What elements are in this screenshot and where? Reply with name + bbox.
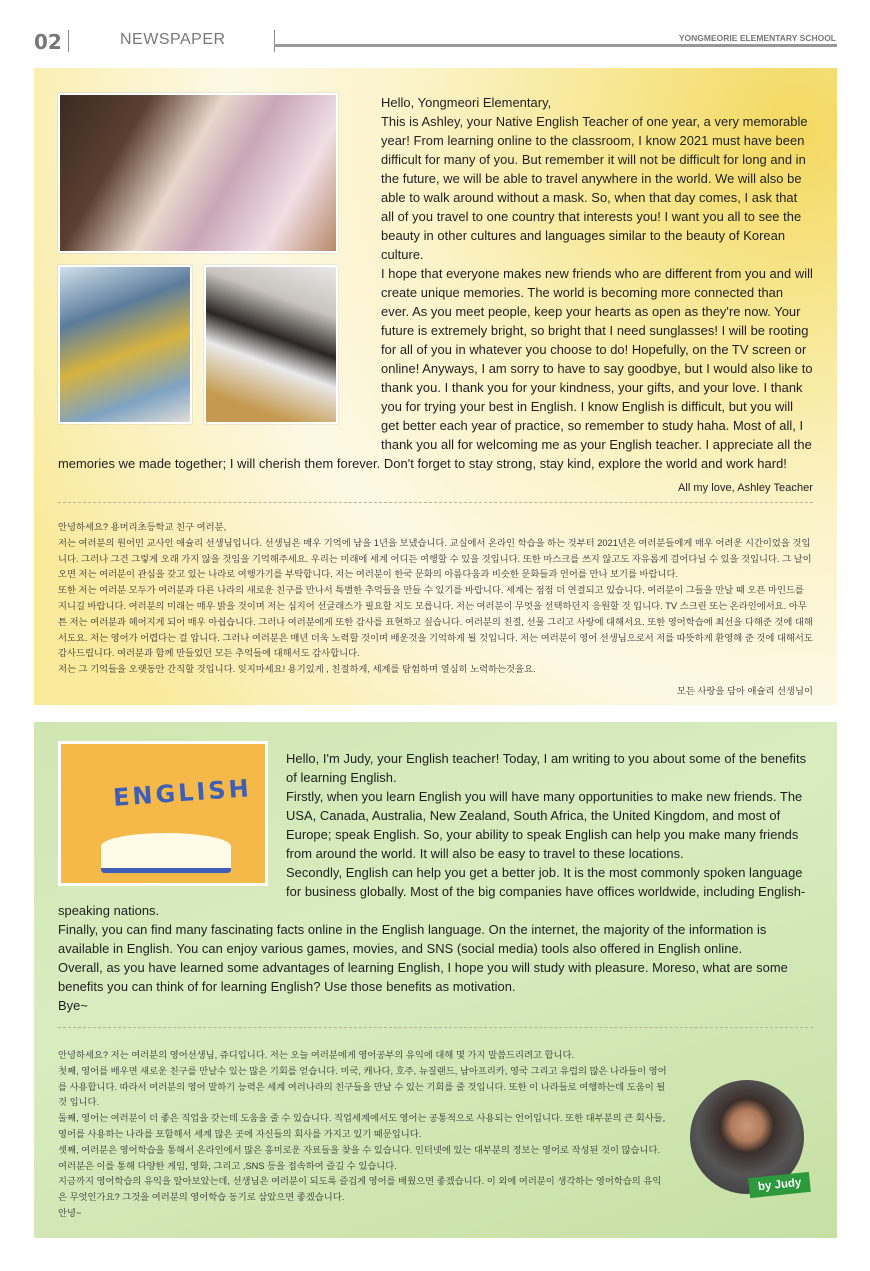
dashed-divider bbox=[58, 502, 813, 503]
paragraph: 둘째, 영어는 여러분이 더 좋은 직업을 갖는데 도움을 줄 수 있습니다. 직업세계에서도 영어는 공통적으로 사용되는 언어입니다. 또한 대부분의 큰 회사들, 영어를 사용하는 나라를 포함해서 세계 많은 곳에 자신들의 회사를 가지고 있기 때문입니다. bbox=[58, 1113, 666, 1139]
photo-ashley-with-students bbox=[58, 93, 338, 253]
paragraph: Overall, as you have learned some advantages of learning English, I hope you will study with pleasure. Moreso, what are some benefits you can think of for learning English? Use those benefits as motivation. bbox=[58, 960, 788, 994]
paragraph: 안녕~ bbox=[58, 1207, 82, 1218]
signature: All my love, Ashley Teacher bbox=[677, 482, 813, 494]
page-number: 02 bbox=[34, 30, 62, 54]
paragraph: 셋째, 여러분은 영어학습을 통해서 온라인에서 많은 흥미로운 자료들을 찾을 수 있습니다. 인터넷에 있는 대부분의 정보는 영어로 작성된 것이 많습니다. 여러분은 이를 통해 다양한 게임, 영화, 그리고 ,SNS 등을 접속하여 즐길 수 있습니다. bbox=[58, 1144, 661, 1171]
paragraph: Firstly, when you learn English you will have many opportunities to make new friends. The USA, Canada, Australia, New Zealand, South Africa, the United Kingdom, and most of Europe; speak English. So, your ability to speak English can help you make many friends from around the world. It will also be easy to travel to these locations. bbox=[286, 789, 803, 861]
paragraph: I hope that everyone makes new friends who are different from you and will create unique memories. The world is becoming more connected than ever. As you meet people, keep your hearts as open as they're now. Your future is extremely bright, so bright that I need sunglasses! I will be rooting for all of you in whatever you choose to do! Hopefully, on the TV screen or online! Anyways, I am sorry to have to say goodbye, but I would also like to thank you. I thank you for your kindness, your gifts, and your love. I thank you for trying your best in English. I know English is difficult, but you will get better each year of practice, so remember to study haha. Most of all, I thank you all for welcoming me as your English teacher. I appreciate all the memories we made together; I will cherish them forever. Don't forget to stay strong, stay kind, explore the world and work hard! bbox=[58, 266, 813, 471]
paragraph: 저는 여러분의 원어민 교사인 애슐리 선생님입니다. 선생님은 매우 기억에 남을 1년을 보냈습니다. 교실에서 온라인 학습을 하는 것부터 2021년은 여러분들에게 매우 어려운 시간이었을 것입니다. 그러나 그건 그렇게 오래 가지 않을 것임을 기억해주세요. 우리는 미래에 세계 어디든 여행할 수 있을 것입니다. 또한 마스크를 쓰지 않고도 자유롭게 걸어다닐 수 있을 것입니다. 그 날이 오면 저는 여러분이 관심을 갖고 있는 나라로 여행가기를 부탁합니다. 저는 여러분이 한국 문화의 아름다움과 비슷한 문화들과 언어를 만나 보기를 바랍니다. bbox=[58, 537, 812, 580]
korean-signature: 모든 사랑을 담아 애슐리 선생님이 bbox=[676, 685, 813, 696]
photo-ashley-with-student-2 bbox=[204, 265, 338, 424]
judy-letter-section bbox=[34, 722, 837, 1238]
english-word-art: ENGLISH bbox=[112, 774, 253, 812]
author-badge: by Judy bbox=[748, 1172, 811, 1198]
paragraph: 또한 저는 여러분 모두가 여러분과 다른 나라의 새로운 친구를 만나서 특별한 추억들을 만들 수 있기를 바랍니다. 세계는 점점 더 연결되고 있습니다. 여러분이 그들을 만날 때 오픈 마인드를 지니길 바랍니다. 여러분의 미래는 매우 밝을 것이며 저는 심지어 선글래스가 필요할 지도 모릅니다. 저는 여러분이 무엇을 선택하던지 응원할 것 입니다. TV 스크린 또는 온라인에서요. 아무튼 저는 여러분과 헤어지게 되어 매우 아쉽습니다. 그러나 여러분에게 또한 감사를 표현하고 싶습니다. 여러분의 친절, 선물 그리고 사랑에 대해서요. 또한 영어학습에 최선을 다해준 것에 대해서도요. 저는 영어가 어렵다는 걸 압니다. 그러나 여러분은 매년 더욱 노력할 것이며 배운것을 기억하게 될 것입니다. 저는 여러분이 영어 선생님으로서 저를 따뜻하게 환영해 준 것에 대해서도 감사드립니다. 여러분과 함께 만들었던 모든 추억들에 대해서도 감사합니다. bbox=[58, 585, 813, 659]
paragraph: This is Ashley, your Native English Teacher of one year, a very memorable year! From learning online to the classroom, I know 2021 must have been difficult for many of you. But remember it will not be difficult for long and in the future, we will be able to travel anywhere in the world. We will also be able to walk around without a mask. So, when that day comes, I ask that all of you travel to one country that interests you! I want you all to see the beauty in other cultures and languages similar to the beauty of Korean culture. bbox=[381, 114, 808, 262]
paragraph: 안녕하세요? 저는 여러분의 영어선생님, 쥬디입니다. 저는 오늘 여러분에게 영어공부의 유익에 대해 몇 가지 말씀드리려고 합니다. bbox=[58, 1050, 575, 1060]
section-title: NEWSPAPER bbox=[120, 31, 226, 48]
photo-collage bbox=[58, 93, 363, 438]
paragraph: Secondly, English can help you get a better job. It is the most commonly spoken language for business globally. Most of the big companies have offices worldwide, including English-speaking nations. bbox=[58, 865, 806, 918]
paragraph: Hello, I'm Judy, your English teacher! Today, I am writing to you about some of the benefits of learning English. bbox=[286, 751, 807, 785]
ashley-letter-section bbox=[34, 68, 837, 705]
greeting: Hello, Yongmeori Elementary, bbox=[381, 95, 552, 110]
divider bbox=[274, 30, 275, 52]
divider bbox=[68, 30, 69, 52]
paragraph: 저는 그 기억들을 오랫동안 간직할 것입니다. 잊지마세요! 용기있게 , 친절하게, 세계를 탐험하며 열심히 노력하는것을요. bbox=[58, 664, 536, 675]
judy-english-letter bbox=[58, 749, 813, 1015]
dashed-divider bbox=[58, 1027, 813, 1028]
photo-ashley-with-student-1 bbox=[58, 265, 192, 424]
open-book-icon bbox=[101, 833, 231, 873]
header-rule bbox=[274, 44, 837, 47]
paragraph: Bye~ bbox=[58, 998, 88, 1013]
english-book-illustration bbox=[58, 741, 268, 886]
paragraph: 안녕하세요? 용머리초등학교 친구 여러분, bbox=[58, 522, 227, 532]
paragraph: 지금까지 영어학습의 유익을 알아보았는데, 선생님은 여러분이 되도록 즐겁게 영어를 배웠으면 좋겠습니다. 이 외에 여러분이 생각하는 영어학습의 유익은 무엇인가요? 그것을 여러분의 영어학습 동기로 삼았으면 좋겠습니다. bbox=[58, 1176, 662, 1203]
ashley-english-letter bbox=[58, 93, 813, 498]
judy-korean-letter bbox=[58, 1048, 670, 1222]
paragraph: 첫째, 영어를 배우면 새로운 친구를 만날수 있는 많은 기회를 얻습니다. 미국, 캐나다, 호주, 뉴질랜드, 남아프리카, 영국 그리고 유럽의 많은 나라들이 영어를 사용합니다. 따라서 여러분의 영어 말하기 능력은 세계 여러나라의 친구들을 만날 수 있는 기회를 줄 것입니다. 또한 이 나라들로 여행하는데 도움이 될 것 입니다. bbox=[58, 1065, 667, 1108]
school-name: YONGMEORIE ELEMENTARY SCHOOL bbox=[678, 33, 836, 43]
paragraph: Finally, you can find many fascinating facts online in the English language. On the internet, the majority of the information is available in English. You can enjoy various games, movies, and SNS (social media) tools also offered in English online. bbox=[58, 922, 767, 956]
ashley-korean-letter bbox=[58, 520, 813, 700]
